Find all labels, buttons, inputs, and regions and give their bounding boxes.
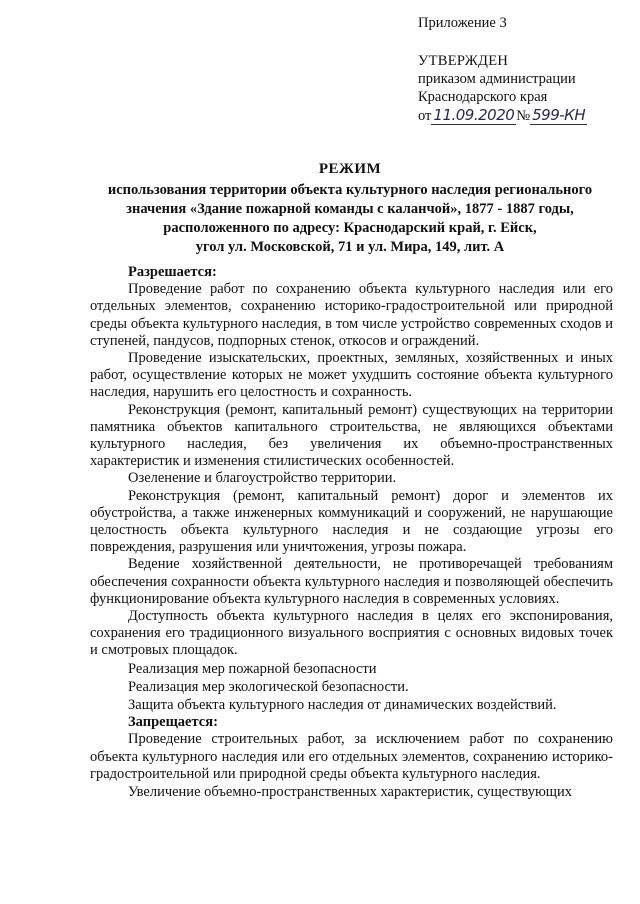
allowed-item: Защита объекта культурного наследия от динамических воздействий. bbox=[128, 697, 557, 714]
allowed-item: Проведение изыскательских, проектных, земляных, хозяйственных и иных работ, осуществление которых не может ухудшить состояние объекта культурного наследия, нарушить его целостность и сохранность. bbox=[90, 350, 613, 401]
document-title-block bbox=[60, 160, 640, 257]
allowed-item: Ведение хозяйственной деятельности, не противоречащей требованиям обеспечения сохранности объекта культурного наследия и позволяющей обеспечить функционирование объекта культурного наследия в современных условиях. bbox=[90, 556, 613, 607]
allowed-heading: Разрешается: bbox=[128, 264, 217, 280]
allowed-item: Реконструкция (ремонт, капитальный ремонт) существующих на территории памятника объектов капитального строительства, не являющихся объектами культурного наследия, без увеличения их объемно-пространственных характеристик и изменения стилистических особенностей. bbox=[90, 401, 613, 470]
allowed-item: Доступность объекта культурного наследия в целях его экспонирования, сохранения его традиционного визуального восприятия с основных видовых точек и смотровых площадок. bbox=[90, 608, 613, 659]
approved-label: УТВЕРЖДЕН bbox=[418, 53, 509, 69]
allowed-item: Озеленение и благоустройство территории. bbox=[128, 470, 397, 487]
document-body bbox=[90, 264, 613, 801]
approval-date-line bbox=[418, 106, 587, 125]
forbidden-item: Проведение строительных работ, за исключением работ по сохранению объекта культурного наследия или его отдельных элементов, сохранению историко-градостроительной или природной среды объекта культурного наследия. bbox=[90, 731, 613, 782]
subtitle-line: расположенного по адресу: Краснодарский край, г. Ейск, bbox=[163, 220, 537, 236]
subtitle-line: угол ул. Московской, 71 и ул. Мира, 149, лит. А bbox=[195, 239, 505, 255]
approval-line-1: приказом администрации bbox=[418, 71, 576, 87]
handwritten-number: 599-КН bbox=[532, 106, 586, 124]
allowed-item: Реализация мер экологической безопасности. bbox=[128, 678, 409, 695]
document-title: РЕЖИМ bbox=[318, 161, 382, 177]
number-label: № bbox=[516, 108, 531, 124]
handwritten-date: 11.09.2020 bbox=[433, 106, 515, 124]
allowed-item: Реконструкция (ремонт, капитальный ремонт) дорог и элементов их обустройства, а также инженерных коммуникаций и сооружений, не нарушающие целостность объекта культурного наследия и не создающие угрозы его повреждения, разрушения или уничтожения, угрозы пожара. bbox=[90, 487, 613, 556]
approval-stamp-block bbox=[418, 14, 587, 125]
forbidden-item: Увеличение объемно-пространственных характеристик, существующих bbox=[128, 784, 572, 801]
subtitle-line: значения «Здание пожарной команды с каланчой», 1877 - 1887 годы, bbox=[126, 201, 574, 217]
allowed-item: Реализация мер пожарной безопасности bbox=[128, 660, 377, 677]
forbidden-heading: Запрещается: bbox=[128, 714, 218, 731]
appendix-label: Приложение 3 bbox=[418, 15, 507, 31]
approval-line-2: Краснодарского края bbox=[418, 89, 548, 105]
subtitle-line: использования территории объекта культурного наследия регионального bbox=[107, 182, 593, 198]
from-label: от bbox=[418, 108, 432, 124]
allowed-item: Проведение работ по сохранению объекта культурного наследия или его отдельных элементов, сохранению историко-градостроительной или природной среды объекта культурного наследия, в том числе устройство современных сходов и ступеней, пандусов, подпорных стенок, откосов и ограждений. bbox=[90, 281, 613, 349]
